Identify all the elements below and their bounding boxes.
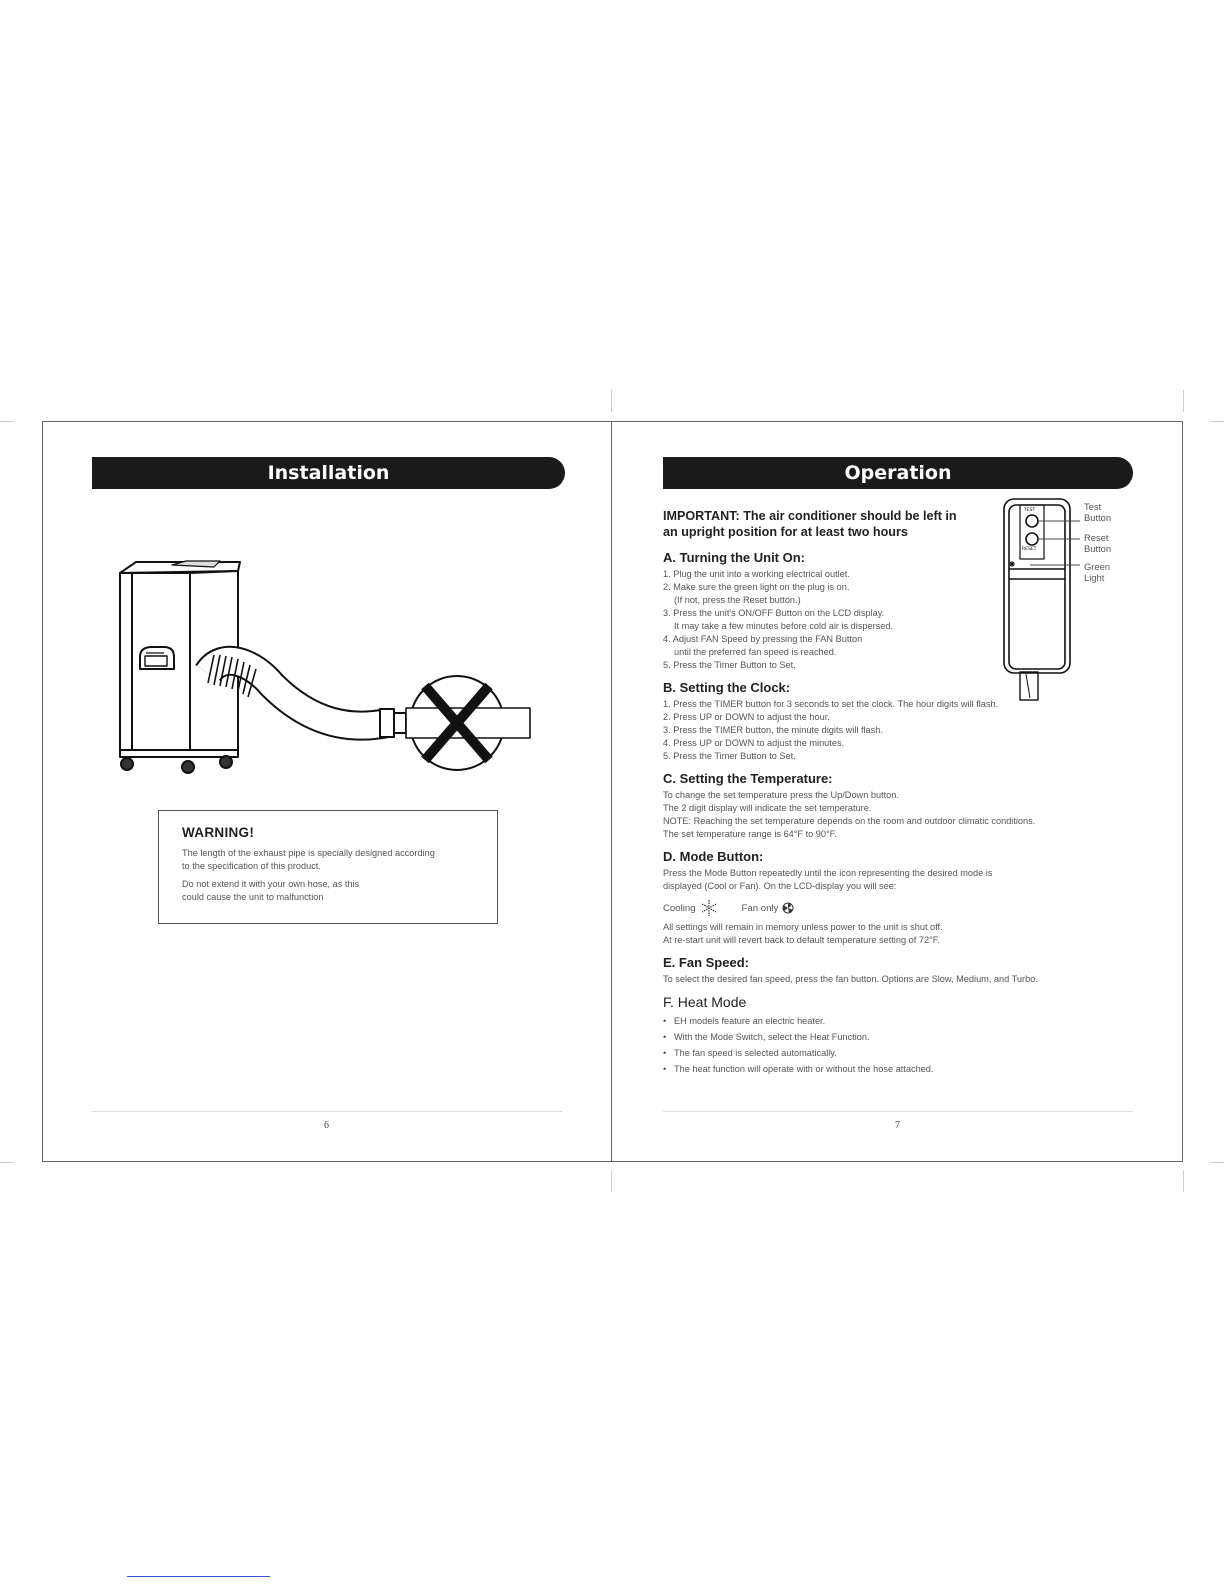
warning-text: Do not extend it with your own hose, as this	[182, 879, 360, 889]
warning-paragraph	[182, 847, 477, 873]
section-e-line: To select the desired fan speed, press the fan button. Options are Slow, Medium, and Turbo.	[663, 974, 1038, 984]
page-divider	[611, 421, 612, 1162]
footer-rule	[92, 1111, 562, 1112]
fan-icon	[782, 902, 794, 914]
trim-mark	[0, 1162, 14, 1163]
bullet-text: EH models feature an electric heater.	[674, 1016, 826, 1026]
trim-mark	[0, 421, 14, 422]
section-a-line: 5. Press the Timer Button to Set.	[663, 660, 796, 670]
important-notice	[663, 508, 998, 540]
installation-banner: Installation	[92, 457, 565, 489]
test-mark: TEST	[1024, 508, 1036, 513]
section-d-line: Press the Mode Button repeatedly until the icon representing the desired mode is	[663, 868, 993, 878]
section-a-line: 2. Make sure the green light on the plug is on.	[663, 582, 850, 592]
callout-text: Button	[1084, 543, 1112, 554]
trim-mark	[611, 1170, 612, 1192]
warning-text: The length of the exhaust pipe is specially designed according	[182, 848, 435, 858]
section-c-line: NOTE: Reaching the set temperature depends on the room and outdoor climatic conditions.	[663, 816, 1036, 826]
warning-paragraph	[182, 878, 477, 904]
warning-box	[158, 810, 498, 924]
page-number: 7	[895, 1120, 900, 1131]
trim-mark	[611, 390, 612, 412]
section-b-line: 4. Press UP or DOWN to adjust the minutes.	[663, 738, 845, 748]
cooling-label: Cooling	[663, 902, 696, 914]
section-d-line: At re-start unit will revert back to default temperature setting of 72°F.	[663, 935, 940, 945]
section-e-title: E. Fan Speed:	[663, 955, 749, 970]
bullet-text: The fan speed is selected automatically.	[674, 1048, 837, 1058]
section-a-line: until the preferred fan speed is reached.	[674, 647, 837, 657]
warning-text: to the specification of this product.	[182, 861, 321, 871]
page-number: 6	[324, 1120, 329, 1131]
operation-banner: Operation	[663, 457, 1133, 489]
trim-mark	[1210, 421, 1224, 422]
section-f-title: F. Heat Mode	[663, 994, 747, 1010]
fan-only-label: Fan only	[741, 902, 779, 914]
callout-text: Test	[1084, 501, 1102, 512]
section-b-line: 5. Press the Timer Button to Set.	[663, 751, 796, 761]
section-d-line: displayed (Cool or Fan). On the LCD-display you will see:	[663, 881, 897, 891]
important-text: IMPORTANT: The air conditioner should be left in	[663, 509, 957, 523]
reset-mark: RESET	[1022, 547, 1037, 552]
important-text: an upright position for at least two hours	[663, 525, 908, 539]
section-b-line: 3. Press the TIMER button, the minute digits will flash.	[663, 725, 883, 735]
bullet-text: The heat function will operate with or without the hose attached.	[674, 1064, 934, 1074]
trim-mark	[1210, 1162, 1224, 1163]
trim-mark	[1183, 390, 1184, 412]
section-d-title: D. Mode Button:	[663, 849, 764, 864]
bullet-text: With the Mode Switch, select the Heat Function.	[674, 1032, 870, 1042]
section-b-title: B. Setting the Clock:	[663, 680, 791, 695]
callout-text: Button	[1084, 512, 1112, 523]
section-a-line: 4. Adjust FAN Speed by pressing the FAN Button	[663, 634, 863, 644]
footer-rule	[663, 1111, 1133, 1112]
section-c-title: C. Setting the Temperature:	[663, 771, 833, 786]
warning-title: WARNING!	[182, 825, 255, 840]
section-a-line: 1. Plug the unit into a working electrical outlet.	[663, 569, 850, 579]
section-c-line: The set temperature range is 64°F to 90°F.	[663, 829, 837, 839]
section-a-title: A. Turning the Unit On:	[663, 550, 806, 565]
bottom-link-underline	[127, 1576, 270, 1577]
section-c-line: To change the set temperature press the Up/Down button.	[663, 790, 899, 800]
operation-content	[663, 508, 1133, 1077]
section-a-line: 3. Press the unit's ON/OFF Button on the LCD display.	[663, 608, 885, 618]
callout-text: Reset	[1084, 532, 1109, 543]
mode-icons-row	[663, 899, 1133, 917]
section-b-line: 2. Press UP or DOWN to adjust the hour.	[663, 712, 830, 722]
section-d-line: All settings will remain in memory unless power to the unit is shut off.	[663, 922, 943, 932]
callout-text: Light	[1084, 572, 1105, 583]
section-f-bullet: • With the Mode Switch, select the Heat Function.	[663, 1029, 1133, 1045]
callout-text: Green	[1084, 561, 1111, 572]
section-f-bullet: • The heat function will operate with or without the hose attached.	[663, 1061, 1133, 1077]
air-conditioner-with-crossed-out-hose-extension-icon	[112, 555, 542, 785]
warning-text: could cause the unit to malfunction	[182, 892, 324, 902]
trim-mark	[1183, 1170, 1184, 1192]
section-c-line: The 2 digit display will indicate the set temperature.	[663, 803, 872, 813]
section-a-line: (If not, press the Reset button.)	[674, 595, 801, 605]
section-f-bullet: • EH models feature an electric heater.	[663, 1013, 1133, 1029]
section-f-bullet: • The fan speed is selected automatically.	[663, 1045, 1133, 1061]
snowflake-icon	[700, 899, 718, 917]
section-b-line: 1. Press the TIMER button for 3 seconds to set the clock. The hour digits will flash.	[663, 699, 999, 709]
section-a-line: It may take a few minutes before cold air is dispersed.	[674, 621, 894, 631]
